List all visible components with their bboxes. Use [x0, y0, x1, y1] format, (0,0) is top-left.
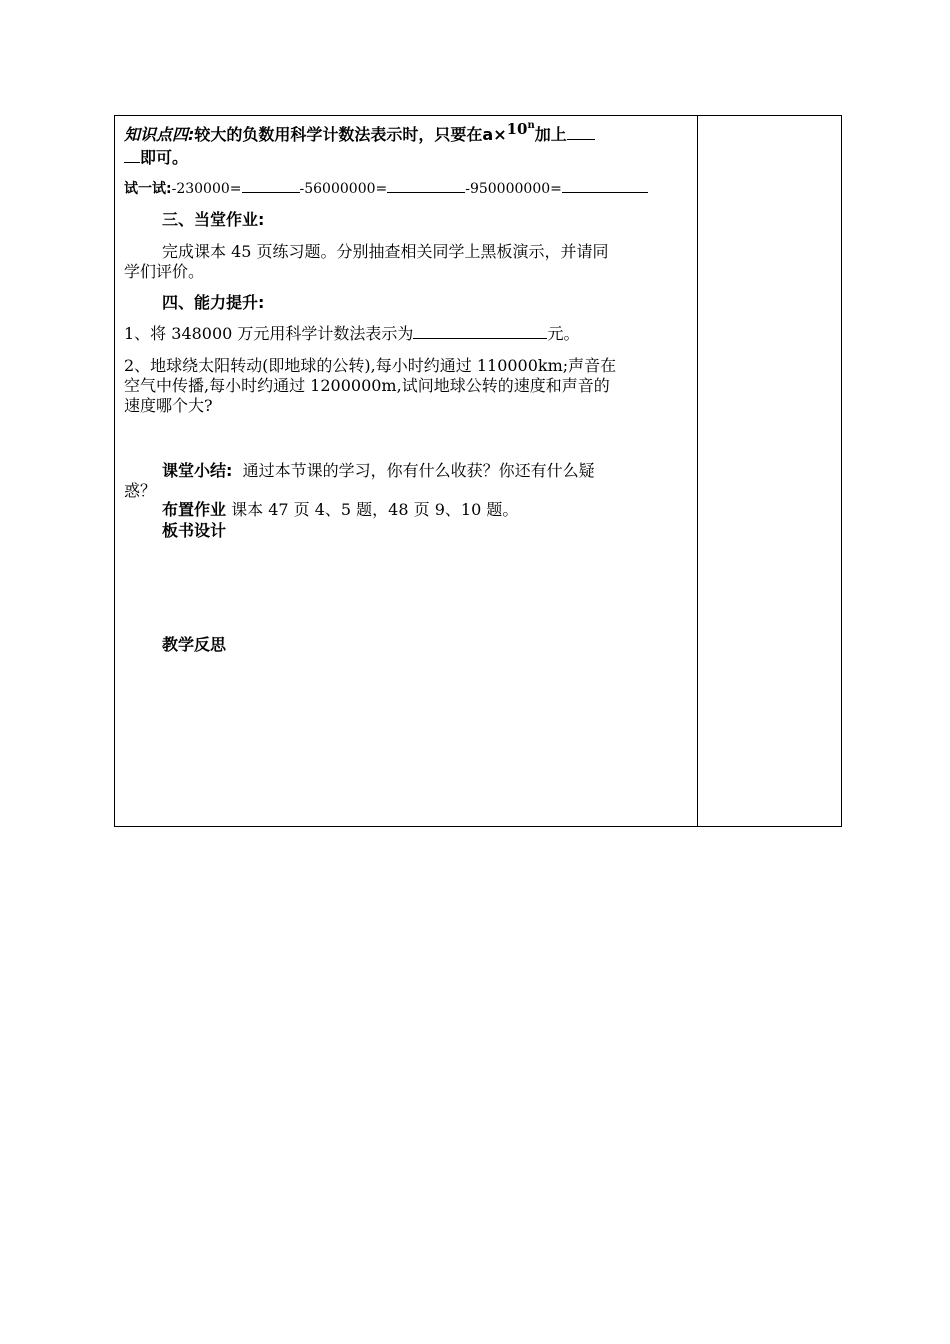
homework-label: 布置作业	[162, 500, 227, 519]
question-1-unit: 元。	[547, 324, 580, 343]
knowledge-point-4-line2	[124, 148, 690, 168]
answer-blank[interactable]	[242, 178, 300, 193]
lesson-plan-table	[114, 115, 842, 827]
homework-text: 课本 47 页 4、5 题，48 页 9、10 题。	[231, 500, 519, 519]
class-summary-text: 通过本节课的学习，你有什么收获？你还有什么疑	[242, 461, 595, 480]
answer-blank[interactable]	[562, 178, 648, 193]
class-summary	[124, 461, 728, 481]
answer-blank[interactable]	[413, 324, 547, 339]
answer-blank[interactable]	[124, 148, 140, 163]
formula-power: 10$^n$	[506, 120, 535, 138]
knowledge-point-4-text: 较大的负数用科学计数法表示时，只要在	[194, 125, 483, 144]
teaching-reflection-heading: 教学反思	[162, 635, 227, 654]
section-3-line2: 学们评价。	[124, 262, 205, 281]
try-item-3: -950000000=	[465, 181, 562, 197]
try-it-label: 试一试:	[124, 181, 172, 197]
notes-column-cell	[698, 116, 841, 826]
question-1-text: 1、将 348000 万元用科学计数法表示为	[124, 324, 414, 343]
question-2-line2: 空气中传播,每小时约通过 1200000m,试问地球公转的速度和声音的	[124, 376, 610, 395]
class-summary-line2: 惑？	[124, 481, 157, 500]
try-item-2: -56000000=	[299, 181, 388, 197]
main-content-cell	[115, 116, 698, 826]
board-design-heading: 板书设计	[162, 521, 227, 540]
knowledge-point-4-end: 即可。	[140, 148, 189, 167]
try-it-line	[124, 178, 690, 199]
section-3-title: 三、当堂作业:	[162, 210, 265, 229]
answer-blank[interactable]	[387, 178, 465, 193]
knowledge-point-4-label: 知识点四:	[124, 125, 195, 144]
class-summary-label: 课堂小结:	[162, 461, 233, 480]
question-2-line3: 速度哪个大?	[124, 396, 213, 415]
formula-a-times: a×	[482, 125, 507, 144]
answer-blank[interactable]	[567, 125, 595, 140]
knowledge-point-4-after: 加上	[534, 125, 567, 144]
knowledge-point-4	[124, 122, 690, 145]
homework	[124, 500, 728, 520]
section-4-title: 四、能力提升:	[162, 293, 265, 312]
section-3-line1: 完成课本 45 页练习题。分别抽查相关同学上黑板演示，并请同	[162, 242, 609, 261]
question-2-line1: 2、地球绕太阳转动(即地球的公转),每小时约通过 110000km;声音在	[124, 356, 617, 375]
try-item-1: -230000=	[171, 181, 242, 197]
question-1	[124, 324, 690, 344]
